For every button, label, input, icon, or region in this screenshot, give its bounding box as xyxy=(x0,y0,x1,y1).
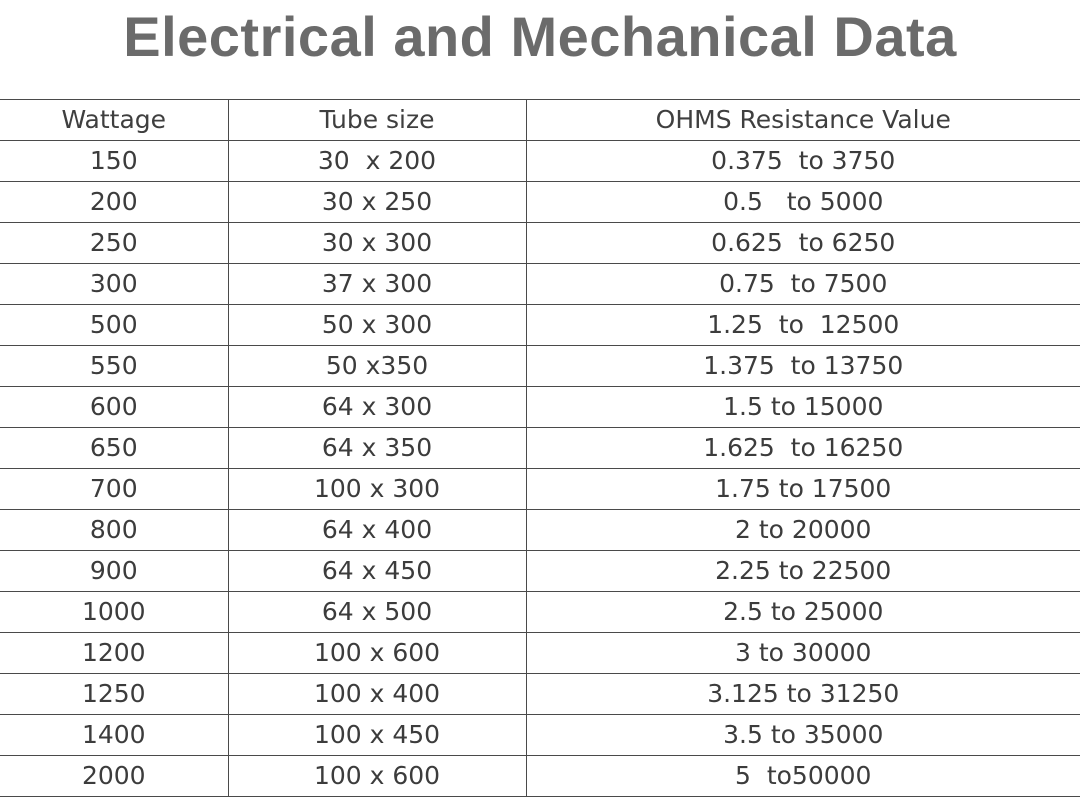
cell-ohms-resistance: 1.75 to 17500 xyxy=(526,469,1080,510)
cell-ohms-resistance: 3.125 to 31250 xyxy=(526,674,1080,715)
cell-ohms-resistance: 2.25 to 22500 xyxy=(526,551,1080,592)
cell-ohms-resistance: 3.5 to 35000 xyxy=(526,715,1080,756)
cell-tube-size: 30 x 300 xyxy=(228,223,526,264)
cell-tube-size: 100 x 600 xyxy=(228,756,526,797)
table-row xyxy=(0,715,1080,756)
cell-wattage: 700 xyxy=(0,469,228,510)
cell-tube-size: 100 x 300 xyxy=(228,469,526,510)
table-row xyxy=(0,223,1080,264)
cell-wattage: 1200 xyxy=(0,633,228,674)
cell-tube-size: 64 x 500 xyxy=(228,592,526,633)
cell-ohms-resistance: 0.75 to 7500 xyxy=(526,264,1080,305)
table-row xyxy=(0,592,1080,633)
cell-tube-size: 64 x 350 xyxy=(228,428,526,469)
table-row xyxy=(0,469,1080,510)
cell-tube-size: 100 x 400 xyxy=(228,674,526,715)
cell-tube-size: 64 x 300 xyxy=(228,387,526,428)
header-ohms-resistance: OHMS Resistance Value xyxy=(526,100,1080,141)
cell-wattage: 550 xyxy=(0,346,228,387)
cell-ohms-resistance: 1.375 to 13750 xyxy=(526,346,1080,387)
cell-ohms-resistance: 1.25 to 12500 xyxy=(526,305,1080,346)
header-wattage: Wattage xyxy=(0,100,228,141)
page-title: Electrical and Mechanical Data xyxy=(123,5,957,68)
cell-wattage: 250 xyxy=(0,223,228,264)
table-row xyxy=(0,141,1080,182)
table-row xyxy=(0,182,1080,223)
cell-ohms-resistance: 3 to 30000 xyxy=(526,633,1080,674)
cell-ohms-resistance: 1.5 to 15000 xyxy=(526,387,1080,428)
cell-ohms-resistance: 0.625 to 6250 xyxy=(526,223,1080,264)
cell-wattage: 900 xyxy=(0,551,228,592)
cell-wattage: 800 xyxy=(0,510,228,551)
cell-ohms-resistance: 1.625 to 16250 xyxy=(526,428,1080,469)
cell-wattage: 300 xyxy=(0,264,228,305)
table-row xyxy=(0,674,1080,715)
table-row xyxy=(0,510,1080,551)
cell-ohms-resistance: 0.375 to 3750 xyxy=(526,141,1080,182)
cell-wattage: 1400 xyxy=(0,715,228,756)
table-row xyxy=(0,551,1080,592)
cell-wattage: 500 xyxy=(0,305,228,346)
cell-tube-size: 37 x 300 xyxy=(228,264,526,305)
table-row xyxy=(0,264,1080,305)
cell-wattage: 200 xyxy=(0,182,228,223)
cell-wattage: 1000 xyxy=(0,592,228,633)
cell-ohms-resistance: 2 to 20000 xyxy=(526,510,1080,551)
cell-wattage: 600 xyxy=(0,387,228,428)
table-row xyxy=(0,633,1080,674)
cell-tube-size: 30 x 200 xyxy=(228,141,526,182)
cell-ohms-resistance: 2.5 to 25000 xyxy=(526,592,1080,633)
data-table xyxy=(0,99,1080,797)
table-row xyxy=(0,387,1080,428)
cell-wattage: 1250 xyxy=(0,674,228,715)
cell-wattage: 650 xyxy=(0,428,228,469)
cell-tube-size: 50 x 300 xyxy=(228,305,526,346)
cell-wattage: 2000 xyxy=(0,756,228,797)
cell-wattage: 150 xyxy=(0,141,228,182)
table-row xyxy=(0,305,1080,346)
cell-ohms-resistance: 0.5 to 5000 xyxy=(526,182,1080,223)
table-row xyxy=(0,428,1080,469)
table-row xyxy=(0,346,1080,387)
cell-tube-size: 64 x 450 xyxy=(228,551,526,592)
cell-tube-size: 30 x 250 xyxy=(228,182,526,223)
table-header-row xyxy=(0,100,1080,141)
cell-tube-size: 64 x 400 xyxy=(228,510,526,551)
table-body xyxy=(0,141,1080,797)
cell-tube-size: 100 x 600 xyxy=(228,633,526,674)
header-tube-size: Tube size xyxy=(228,100,526,141)
cell-tube-size: 50 x350 xyxy=(228,346,526,387)
table-row xyxy=(0,756,1080,797)
cell-tube-size: 100 x 450 xyxy=(228,715,526,756)
cell-ohms-resistance: 5 to50000 xyxy=(526,756,1080,797)
